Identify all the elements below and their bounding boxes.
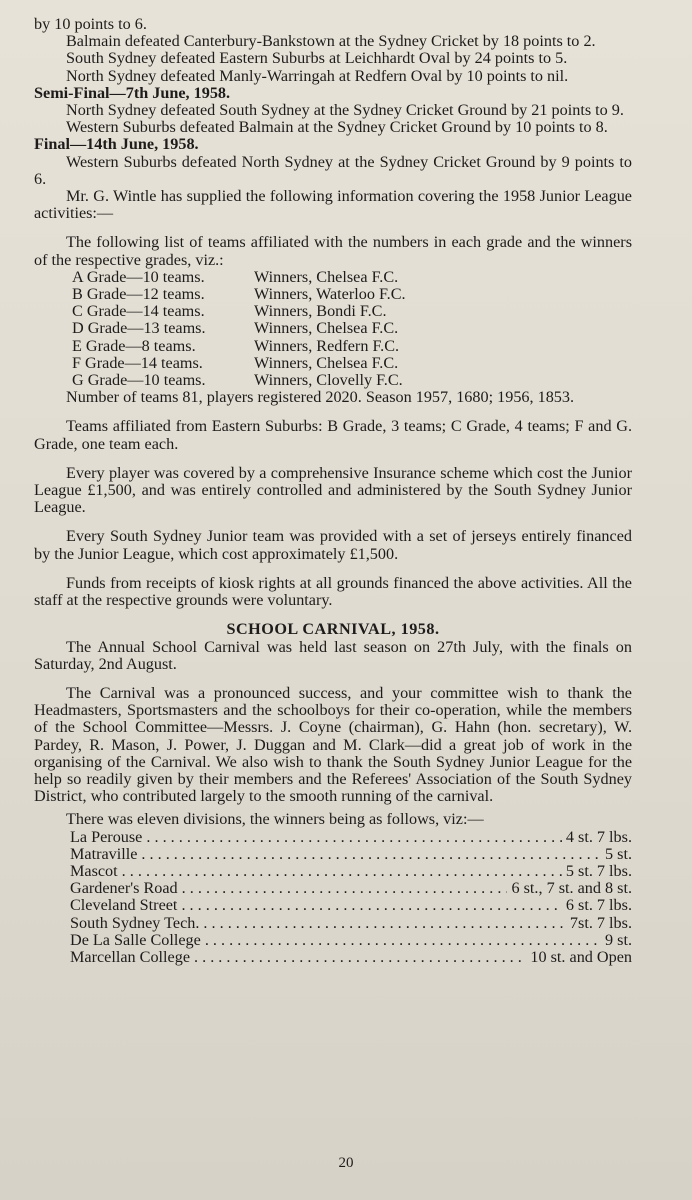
leader-dots xyxy=(122,863,562,880)
result-line: by 10 points to 6. xyxy=(34,15,147,33)
weight-division: 5 st. xyxy=(605,844,632,863)
insurance-paragraph: Every player was covered by a comprehensive Insurance scheme which cost the Junior League £1,500, and was entirely controlled and administered by the South Sydney Junior League. xyxy=(34,463,632,517)
grade-row xyxy=(72,269,632,286)
leader-dots xyxy=(141,846,601,863)
grades-list xyxy=(72,269,632,389)
final-heading: Final—14th June, 1958. xyxy=(34,135,199,154)
school-name: De La Salle College xyxy=(70,930,201,949)
result-line: Balmain defeated Canterbury-Bankstown at the Sydney Cricket by 18 points to 2. xyxy=(66,32,596,51)
leader-dots xyxy=(194,949,526,966)
grade-label: E Grade—8 teams. xyxy=(72,336,196,355)
funds-paragraph: Funds from receipts of kiosk rights at all grounds financed the above activities. All the staff at the respective grounds were voluntary. xyxy=(34,573,632,610)
carnival-success-paragraph: The Carnival was a pronounced success, and your committee wish to thank the Headmasters, Sportsmasters and the schoolboys for their co-operation, while the members of the School Committee—Messrs. J. Coyne (chairman), G. Hahn (hon. secretary), W. Pardey, R. Mason, J. Power, J. Duggan and M. Clark—did a great job of work in the organising of the Carnival. We also wish to thank the South Sydney Junior League for the help so readily given by their members and the Referees' Association of the South Sydney District, who contributed largely to the smooth running of the carnival. xyxy=(34,683,632,806)
weight-division: 4 st. 7 lbs. xyxy=(565,827,632,846)
weight-division: 6 st. 7 lbs. xyxy=(565,896,632,915)
weight-division: 10 st. and Open xyxy=(530,947,632,966)
page-number: 20 xyxy=(338,1155,354,1171)
weight-division: 7st. 7 lbs. xyxy=(569,913,632,932)
winner-row xyxy=(70,863,632,880)
grade-row xyxy=(72,320,632,337)
leader-dots xyxy=(203,915,566,932)
winner-row xyxy=(70,949,632,966)
grade-winner: Winners, Chelsea F.C. xyxy=(254,353,399,372)
final-result: Western Suburbs defeated North Sydney at the Sydney Cricket Ground by 9 points to 6. xyxy=(34,152,632,188)
leader-dots xyxy=(182,880,508,897)
result-line: North Sydney defeated Manly-Warringah at Redfern Oval by 10 points to nil. xyxy=(66,66,569,85)
grade-row xyxy=(72,338,632,355)
grade-label: G Grade—10 teams. xyxy=(72,371,206,390)
carnival-intro: The Annual School Carnival was held last season on 27th July, with the finals on Saturday, 2nd August. xyxy=(34,637,632,673)
grade-label: C Grade—14 teams. xyxy=(72,302,205,321)
leader-dots xyxy=(181,897,561,914)
semi-final-heading: Semi-Final—7th June, 1958. xyxy=(34,83,231,102)
wintle-paragraph: Mr. G. Wintle has supplied the following information covering the 1958 Junior League activities:— xyxy=(34,187,632,223)
number-of-teams: Number of teams 81, players registered 2020. Season 1957, 1680; 1956, 1853. xyxy=(66,388,575,407)
grade-winner: Winners, Redfern F.C. xyxy=(254,336,400,355)
winner-row xyxy=(70,880,632,897)
semi-final-result: Western Suburbs defeated Balmain at the Sydney Cricket Ground by 10 points to 8. xyxy=(66,118,608,137)
school-name: South Sydney Tech. xyxy=(70,913,200,932)
carnival-heading: SCHOOL CARNIVAL, 1958. xyxy=(226,620,440,639)
winner-row xyxy=(70,829,632,846)
grade-row xyxy=(72,355,632,372)
school-name: Marcellan College xyxy=(70,947,191,966)
jerseys-paragraph: Every South Sydney Junior team was provided with a set of jerseys entirely financed by the Junior League, which cost approximately £1,500. xyxy=(34,527,632,563)
school-name: Cleveland Street xyxy=(70,896,178,915)
grade-label: F Grade—14 teams. xyxy=(72,353,203,372)
grade-label: A Grade—10 teams. xyxy=(72,267,205,286)
grade-row xyxy=(72,372,632,389)
grade-label: B Grade—12 teams. xyxy=(72,285,205,304)
leader-dots xyxy=(146,829,562,846)
grade-row xyxy=(72,286,632,303)
weight-division: 6 st., 7 st. and 8 st. xyxy=(511,879,632,898)
divisions-intro: There was eleven divisions, the winners being as follows, viz:— xyxy=(66,810,484,829)
result-line: South Sydney defeated Eastern Suburbs at Leichhardt Oval by 24 points to 5. xyxy=(66,49,568,68)
school-name: La Perouse xyxy=(70,827,143,846)
division-winners-list xyxy=(70,829,632,967)
leader-dots xyxy=(205,932,601,949)
semi-final-result: North Sydney defeated South Sydney at the Sydney Cricket Ground by 21 points to 9. xyxy=(66,101,624,120)
grade-winner: Winners, Chelsea F.C. xyxy=(254,319,399,338)
grade-winner: Winners, Chelsea F.C. xyxy=(254,267,399,286)
winner-row xyxy=(70,915,632,932)
weight-division: 5 st. 7 lbs. xyxy=(565,861,632,880)
teams-intro: The following list of teams affiliated with the numbers in each grade and the winners of the respective grades, viz.: xyxy=(34,233,632,269)
winner-row xyxy=(70,932,632,949)
winner-row xyxy=(70,897,632,914)
grade-winner: Winners, Bondi F.C. xyxy=(254,302,387,321)
school-name: Matraville xyxy=(70,844,138,863)
grade-row xyxy=(72,303,632,320)
eastern-suburbs-paragraph: Teams affiliated from Eastern Suburbs: B Grade, 3 teams; C Grade, 4 teams; F and G. Grade, one team each. xyxy=(34,417,632,453)
grade-winner: Winners, Waterloo F.C. xyxy=(254,285,406,304)
grade-label: D Grade—13 teams. xyxy=(72,319,206,338)
school-name: Mascot xyxy=(70,861,118,880)
winner-row xyxy=(70,846,632,863)
school-name: Gardener's Road xyxy=(70,879,178,898)
grade-winner: Winners, Clovelly F.C. xyxy=(254,371,403,390)
weight-division: 9 st. xyxy=(605,930,632,949)
